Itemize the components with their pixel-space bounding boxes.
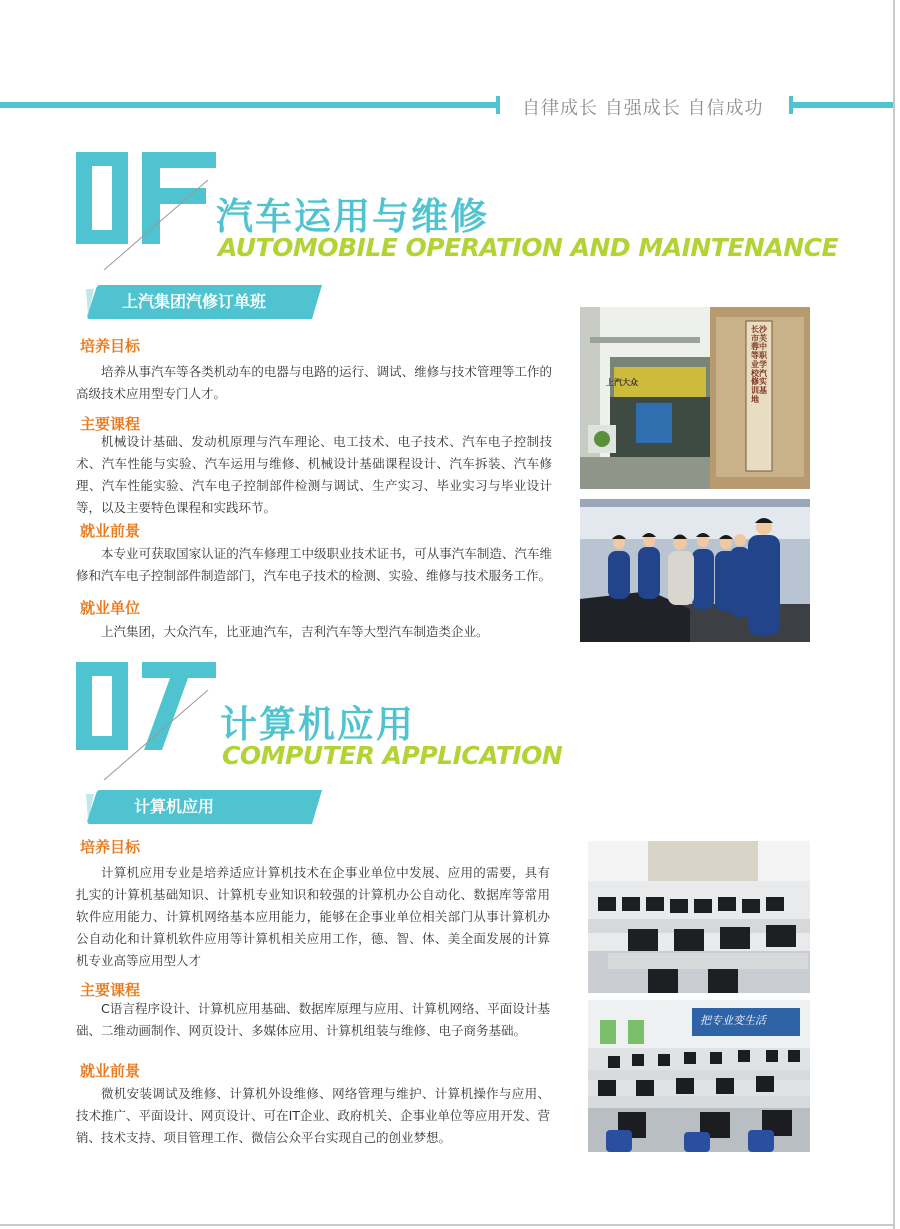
section1-title-cn: 汽车运用与维修: [216, 195, 489, 238]
section1-goal-text: 培养从事汽车等各类机动车的电器与电路的运行、调试、维修与技术管理等工作的高级技术应用型专门人才。: [76, 364, 552, 401]
section1-title-en: AUTOMOBILE OPERATION AND MAINTENANCE: [218, 233, 839, 262]
section-number-07: [76, 662, 226, 782]
section2-goal-text: 计算机应用专业是培养适应计算机技术在企事业单位中发展、应用的需要，具有扎实的计算机基础知识、计算机专业知识和较强的计算机办公自动化、数据库等常用软件应用能力、计算机网络基本应用能力，能够在企事业单位相关部门从事计算机办公自动化和计算机软件应用等计算机相关应用工作，德、智、体、美全面发展的计算机专业高等应用型人才: [76, 865, 550, 968]
page-frame-right: [893, 0, 895, 1229]
page-frame-bottom: [0, 1224, 895, 1226]
photo1-brand-label: 上汽大众: [606, 378, 638, 387]
section2-prospects-text: 微机安装调试及维修、计算机外设维修、网络管理与维护、计算机操作与应用、技术推广、平面设计、网页设计、可在IT企业、政府机关、企事业单位等应用开发、营销、技术支持、项目管理工作、微信公众平台实现自己的创业梦想。: [76, 1086, 550, 1145]
header-rule-left: [0, 102, 498, 108]
section1-courses-heading: 主要课程: [80, 415, 141, 433]
section2-title-cn: 计算机应用: [220, 703, 415, 746]
header-rule-tick-left: [496, 96, 500, 114]
photo4-banner-text: 把专业变生活: [700, 1014, 766, 1027]
section2-title-en: COMPUTER APPLICATION: [222, 741, 563, 770]
header-rule-right: [793, 102, 893, 108]
section-number-06: [76, 152, 226, 272]
section1-employers-text: 上汽集团，大众汽车，比亚迪汽车，吉利汽车等大型汽车制造类企业。: [101, 624, 489, 639]
section2-prospects-heading: 就业前景: [80, 1062, 141, 1080]
photo-computer-lab-2: [588, 1000, 810, 1152]
section1-courses-text: 机械设计基础、发动机原理与汽车理论、电工技术、电子技术、汽车电子控制技术、汽车性能与实验、汽车运用与维修、机械设计基础课程设计、汽车拆装、汽车修理、汽车性能实验、汽车电子控制部件检测与调试、生产实习、毕业实习与毕业设计等，以及主要特色课程和实践环节。: [76, 434, 552, 515]
section2-courses-heading: 主要课程: [80, 981, 141, 999]
photo-students-engine: [580, 499, 810, 642]
section1-prospects-text: 本专业可获取国家认证的汽车修理工中级职业技术证书，可从事汽车制造、汽车维修和汽车电子控制部件制造部门，汽车电子技术的检测、实验、维修与技术服务工作。: [76, 546, 552, 583]
section1-employers-heading: 就业单位: [80, 599, 141, 617]
motto: 自律成长 自强成长 自信成功: [522, 98, 764, 119]
section2-courses-text: C语言程序设计、计算机应用基础、数据库原理与应用、计算机网络、平面设计基础、二维动画制作、网页设计、多媒体应用、计算机组装与维修、电子商务基础。: [76, 1001, 550, 1038]
section2-tab-label: 计算机应用: [134, 797, 215, 816]
section1-tab-label: 上汽集团汽修订单班: [122, 292, 267, 311]
photo-training-base: [580, 307, 810, 489]
section1-goal-heading: 培养目标: [80, 337, 141, 355]
section2-goal-heading: 培养目标: [80, 838, 141, 856]
section1-prospects-heading: 就业前景: [80, 522, 141, 540]
photo1-sign-text: 长沙市芙蓉中等职业学校汽修实训基地: [751, 324, 767, 404]
photo-computer-lab-1: [588, 841, 810, 993]
